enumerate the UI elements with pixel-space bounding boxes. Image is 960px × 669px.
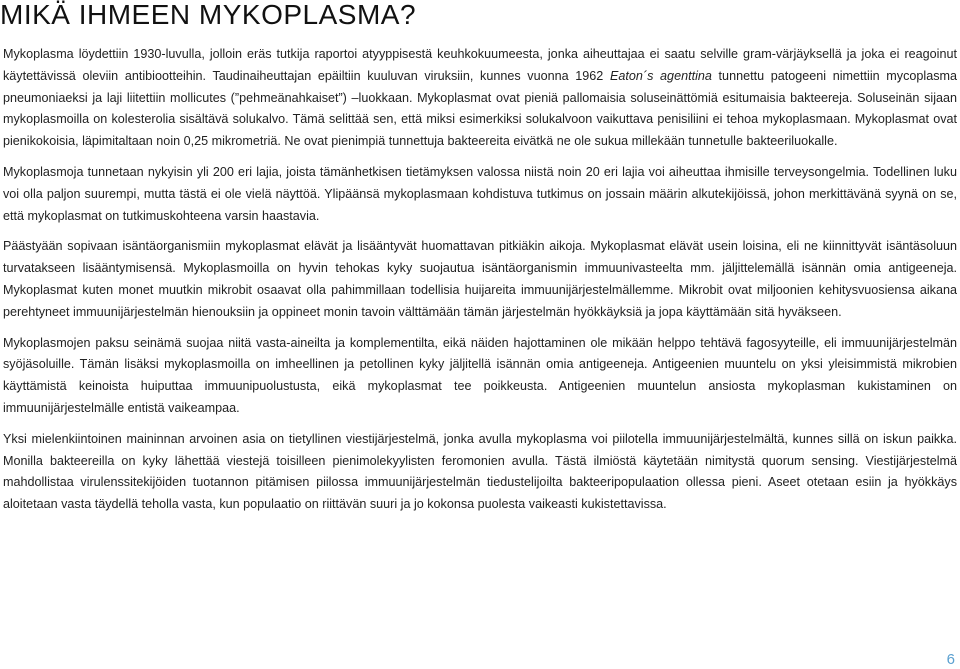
paragraph-1 (3, 44, 957, 153)
paragraph-4: Mykoplasmojen paksu seinämä suojaa niitä vasta-aineilta ja komplementilta, eikä näiden hajottaminen ole mikään helppo tehtävä fagosyyteille, eli immuunijärjestelmän syöjäsoluille. Tämän lisäksi mykoplasmoilla on imheellinen ja petollinen kyky jäljitellä isännän omia antigeeneja. Antigeenien muuntelu on yksi yleisimmistä mikrobien käyttämistä keinoista huiputtaa immuunipuolustusta, eikä mykoplasmat tee poikkeusta. Antigeenien muuntelun ansiosta mykoplasman kukistaminen on immuunijärjestelmälle entistä vaikeampaa. (3, 335, 957, 415)
paragraph-2: Mykoplasmoja tunnetaan nykyisin yli 200 eri lajia, joista tämänhetkisen tietämyksen valossa niistä noin 20 eri lajia voi aiheuttaa ihmisille terveysongelmia. Todellinen luku voi olla paljon suurempi, mutta tästä ei ole vielä näyttöä. Ylipäänsä mykoplasmaan kohdistuva tutkimus on jossain määrin alkutekijöissä, johon merkittävänä syynä on se, että mykoplasmat on tutkimuskohteena varsin haastavia. (3, 164, 957, 223)
paragraph-1-rest: tunnettu patogeeni nimettiin mycoplasma pneumoniaeksi ja laji liitettiin mollicutes (”pehmeänahkaiset”) –luokkaan. Mykoplasmat ovat pieniä pallomaisia soluseinättömiä esitumaisia bakteereja. Soluseinän sijaan mykoplasmoilla on kolesterolia sisältävä solukalvo. Tämä selittää sen, että miksi esimerkiksi solukalvoon vaikuttava penisiliini ei tehoa mykoplasmaan. Mykoplasmat ovat pienikokoisia, läpimitaltaan noin 0,25 mikrometriä. Ne ovat pienimpiä tunnettuja bakteereita eivätkä ne ole sukua millekään tunnetulle bakteeriluokalle. (3, 68, 957, 149)
page-title: MIKÄ IHMEEN MYKOPLASMA? (0, 0, 417, 30)
article-body (3, 44, 957, 525)
paragraph-3: Päästyään sopivaan isäntäorganismiin mykoplasmat elävät ja lisääntyvät huomattavan pitkiäkin aikoja. Mykoplasmat elävät usein loisina, eli ne kiinnittyvät isäntäsoluun turvatakseen lisääntymisensä. Mykoplasmoilla on hyvin tehokas kyky suojautua isäntäorganismin immuunivasteelta mm. jäljittelemällä isännän omia antigeeneja. Mykoplasmat kuten monet muutkin mikrobit osaavat olla pahimmillaan todellisia huijareita immuunijärjestelmällemme. Mikrobit ovat miljoonien kehitysvuosiensa aikana perehtyneet immuunijärjestelmän hienouksiin ja oppineet monin tavoin välttämään tämän järjestelmän hyökkäyksiä ja jopa käyttämään sitä hyväkseen. (3, 239, 957, 319)
page-number: 6 (946, 651, 955, 668)
paragraph-5: Yksi mielenkiintoinen maininnan arvoinen asia on tietyllinen viestijärjestelmä, jonka avulla mykoplasma voi piilotella immuunijärjestelmältä, kunnes sillä on iskun paikka. Monilla bakteereilla on kyky lähettää viestejä toisilleen pienimolekyylisten feromonien avulla. Tästä ilmiöstä käytetään nimitystä quorum sensing. Viestijärjestelmä mahdollistaa virulenssitekijöiden tuotannon pitämisen piilossa immuunijärjestelmän tiedustelijoilta bakteeripopulaation ollessa pieni. Aseet otetaan esiin ja hyökkäys aloitetaan vasta täydellä teholla vasta, kun populaatio on riittävän suuri ja jo kokonsa puolesta vaikeasti kukistettavissa. (3, 431, 957, 512)
paragraph-1-lead: Mykoplasma löydettiin 1930-luvulla, jolloin eräs tutkija raportoi atyyppisestä keuhkokuumeesta, jonka aiheuttajaa ei saatu selville gram-värjäyksellä ja joka ei reagoinut käytettävissä oleviin antibiootteihin. Taudinaiheuttajan epäiltiin kuuluvan viruksiin, kunnes vuonna 1962 (3, 47, 957, 83)
paragraph-1-emphasis: Eaton´s agenttina (609, 68, 712, 83)
